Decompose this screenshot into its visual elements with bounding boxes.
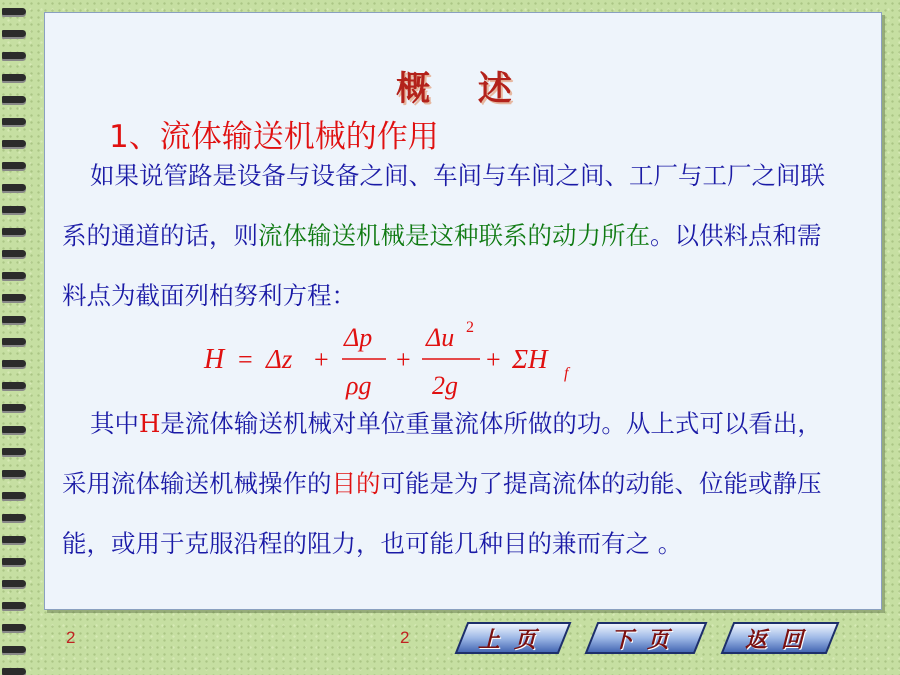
binding-ring: [2, 184, 26, 191]
paragraph-purpose-tail: 可能是为了提高流体的动能、位能或静压能，或用于克服沿程的阻力，也可能几种目的兼而有之 。: [62, 469, 822, 558]
back-button[interactable]: [720, 620, 842, 656]
section-heading: 1、流体输送机械的作用: [109, 119, 439, 155]
highlight-power-source: 流体输送机械是这种联系的动力所在: [258, 221, 650, 250]
binding-ring: [2, 140, 26, 147]
page-number-left: 2: [66, 628, 76, 647]
binding-ring: [2, 228, 26, 235]
formula-sum-hf: ΣH: [512, 344, 548, 374]
binding-ring: [2, 360, 26, 367]
paragraph-purpose-text: 是流体输送机械对单位重量流体所做的功。从上式可以看出，采用流体输送机械操作的: [62, 409, 822, 498]
paragraph-intro-tail: 。以供料点和需料点为截面列柏努利方程：: [62, 221, 822, 310]
binding-ring: [2, 558, 26, 565]
binding-ring: [2, 470, 26, 477]
prev-page-label: 上页: [477, 626, 550, 653]
formula-dz: Δz: [266, 344, 293, 374]
back-label: 返回: [744, 626, 817, 653]
symbol-H: H: [139, 409, 161, 438]
slide-title: 概 述: [396, 69, 530, 109]
binding-ring: [2, 448, 26, 455]
paragraph-intro: [62, 146, 844, 326]
binding-ring: [2, 646, 26, 653]
formula-plus-2: +: [396, 345, 411, 374]
next-page-button[interactable]: [584, 620, 710, 656]
binding-ring: [2, 294, 26, 301]
binding-ring: [2, 74, 26, 81]
paragraph-purpose-lead: 其中: [90, 409, 139, 438]
binding-ring: [2, 580, 26, 587]
paragraph-intro-text: 如果说管路是设备与设备之间、车间与车间之间、工厂与工厂之间联系的通道的话，则: [62, 161, 825, 250]
highlight-purpose: 目的: [331, 469, 381, 498]
spiral-binding: [0, 0, 30, 675]
prev-page-button[interactable]: [454, 620, 574, 656]
binding-ring: [2, 206, 26, 213]
binding-ring: [2, 272, 26, 279]
binding-ring: [2, 514, 26, 521]
formula-equals: =: [238, 345, 253, 374]
formula-subscript-f: f: [564, 365, 569, 382]
binding-ring: [2, 536, 26, 543]
binding-ring: [2, 602, 26, 609]
next-page-label: 下页: [610, 626, 683, 653]
binding-ring: [2, 96, 26, 103]
binding-ring: [2, 668, 26, 675]
binding-ring: [2, 162, 26, 169]
binding-ring: [2, 8, 26, 15]
binding-ring: [2, 52, 26, 59]
formula-den-rhog: ρg: [346, 371, 372, 400]
binding-ring: [2, 338, 26, 345]
binding-ring: [2, 30, 26, 37]
formula-superscript-2: 2: [466, 319, 474, 336]
binding-ring: [2, 250, 26, 257]
formula-num-du: Δu: [426, 323, 455, 352]
binding-ring: [2, 118, 26, 125]
formula-plus-1: +: [314, 345, 329, 374]
formula-H: H: [204, 344, 225, 375]
paragraph-purpose: [62, 394, 844, 574]
binding-ring: [2, 492, 26, 499]
binding-ring: [2, 624, 26, 631]
binding-ring: [2, 426, 26, 433]
binding-ring: [2, 382, 26, 389]
binding-ring: [2, 316, 26, 323]
formula-plus-3: +: [486, 345, 501, 374]
formula-num-dp: Δp: [344, 323, 373, 352]
binding-ring: [2, 404, 26, 411]
page-number-center: 2: [400, 628, 410, 647]
formula-den-2g: 2g: [432, 371, 458, 400]
